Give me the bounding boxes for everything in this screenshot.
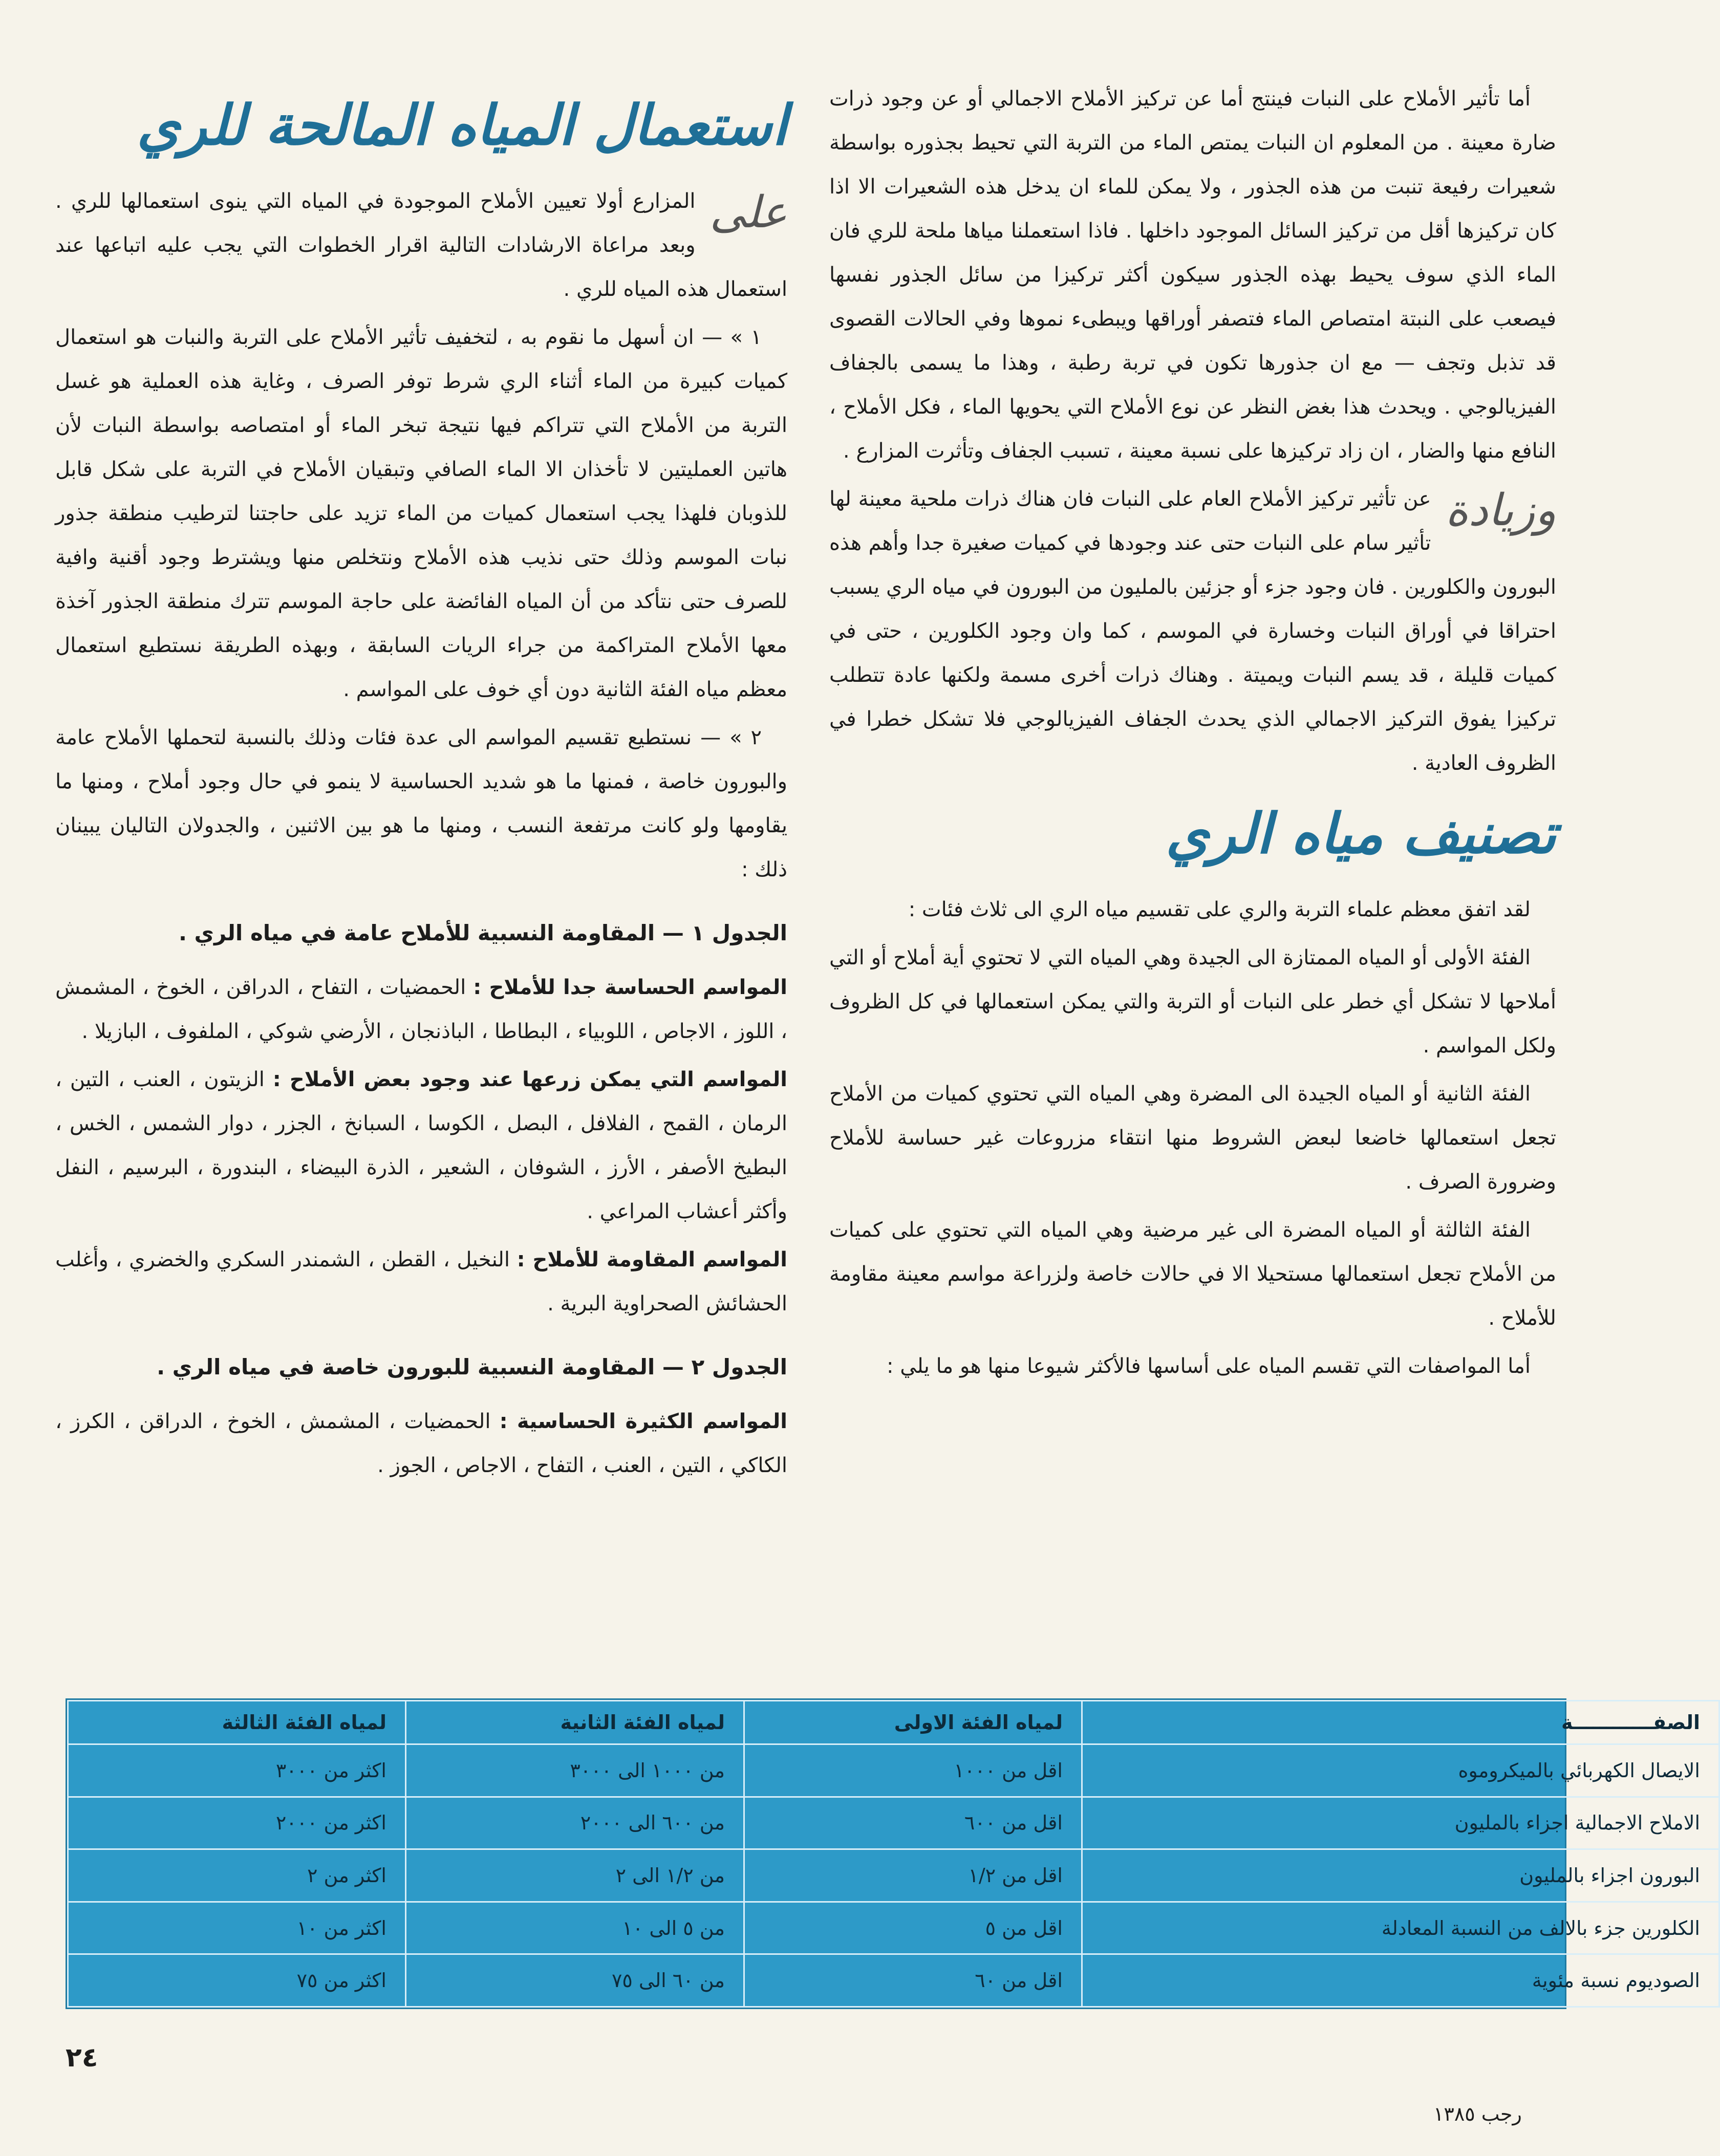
- table1-title: الجدول ١ — المقاومة النسبية للأملاح عامة في مياه الري .: [178, 920, 787, 945]
- table-cell: الكلورين جزء بالالف من النسبة المعادلة: [1082, 1902, 1719, 1954]
- table2-row1-lead: المواسم الكثيرة الحساسية :: [499, 1410, 787, 1433]
- table-cell: من ١/٢ الى ٢: [406, 1849, 744, 1902]
- left-column: [55, 77, 787, 1492]
- right-paragraph-2: [829, 477, 1556, 785]
- right-paragraph-4: الفئة الأولى أو المياه الممتازة الى الجيدة وهي المياه التي لا تحتوي أية أملاح أو التي أملاحها لا تشكل أي خطر على النبات أو التربة والتي يمكن استعمالها في كل الظروف ولكل المواسم .: [829, 946, 1556, 1058]
- header-class-1: لمياه الفئة الاولى: [744, 1701, 1082, 1744]
- table-cell: من ٥ الى ١٠: [406, 1902, 744, 1954]
- header-class-2: لمياه الفئة الثانية: [406, 1701, 744, 1744]
- table-cell: اقل من ٦٠٠: [744, 1797, 1082, 1849]
- right-paragraph-1: أما تأثير الأملاح على النبات فينتج أما عن تركيز الأملاح الاجمالي أو عن وجود ذرات ضارة معينة . من المعلوم ان النبات يمتص الماء من التربة التي تحيط بجذوره بواسطة شعيرات رفيعة تنبت من هذه الجذور ، ولا يمكن للماء ان يدخل هذه الشعيرات الا اذا كان تركيزها أقل من تركيز السائل الموجود داخلها . فاذا استعملنا مياها ملحة للري فان الماء الذي سوف يحيط بهذه الجذور سيكون أكثر تركيزا من سائل الجذور نفسها فيصعب على النبتة امتصاص الماء فتصفر أوراقها ويبطىء نموها وفي الحالات القصوى قد تذبل وتجف — مع ان جذورها تكون في تربة رطبة ، وهذا ما يسمى بالجفاف الفيزيالوجي . ويحدث هذا بغض النظر عن نوع الأملاح التي يحويها الماء ، فكل الأملاح ، النافع منها والضار ، ان زاد تركيزها على نسبة معينة ، تسبب الجفاف وتأثرت المزارع .: [829, 87, 1556, 463]
- table-cell: اكثر من ٣٠٠٠: [68, 1744, 406, 1797]
- table-cell: اكثر من ٢: [68, 1849, 406, 1902]
- right-paragraph-7: أما المواصفات التي تقسم المياه على أساسها فالأكثر شيوعا منها هو ما يلي :: [887, 1354, 1531, 1378]
- table1-row1: [55, 965, 787, 1053]
- left-paragraph-1: [55, 179, 787, 311]
- right-paragraph-3: لقد اتفق معظم علماء التربة والري على تقسيم مياه الري الى ثلاث فئات :: [908, 898, 1531, 921]
- right-column: [829, 77, 1556, 1392]
- table-cell: الايصال الكهربائي بالميكروموه: [1082, 1744, 1719, 1797]
- table1-row2-text: الزيتون ، العنب ، التين ، الرمان ، القمح ، الفلافل ، البصل ، الكوسا ، السبانخ ، الجزر ، دوار الشمس ، الخس ، البطيخ الأصفر ، الأرز ، الشوفان ، الشعير ، الذرة البيضاء ، البندورة ، البرسيم ، النفل وأكثر أعشاب المراعي .: [55, 1068, 787, 1223]
- table-cell: الصوديوم نسبة مئوية: [1082, 1954, 1719, 2007]
- right-paragraph-6: الفئة الثالثة أو المياه المضرة الى غير مرضية وهي المياه التي تحتوي على كميات من الأملاح تجعل استعمالها مستحيلا الا في حالات خاصة ولزراعة مواسم معينة مقاومة للأملاح .: [829, 1218, 1556, 1330]
- table1-row1-text: الحمضيات ، التفاح ، الدراقن ، الخوخ ، المشمش ، اللوز ، الاجاص ، اللوبياء ، البطاطا ، الباذنجان ، الأرضي شوكي ، الملفوف ، البازيلا .: [55, 976, 787, 1043]
- issue-date: رجب ١٣٨٥: [1433, 2103, 1522, 2125]
- right-paragraph-2-text: عن تأثير تركيز الأملاح العام على النبات فان هناك ذرات ملحية معينة لها تأثير سام على النبات حتى عند وجودها في كميات صغيرة جدا وأهم هذه البورون والكلورين . فان وجود جزء أو جزئين بالمليون من البورون في مياه الري يسبب احتراقا في أوراق النبات وخسارة في الموسم ، كما وان وجود الكلورين ، حتى في كميات قليلة ، قد يسم النبات ويميتة . وهناك ذرات أخرى مسمة ولكنها عادة تتطلب تركيزا يفوق التركيز الاجمالي الذي يحدث الجفاف الفيزيالوجي فلا تشكل خطرا في الظروف العادية .: [829, 487, 1556, 775]
- table-cell: من ٦٠ الى ٧٥: [406, 1954, 744, 2007]
- table1-row3-text: النخيل ، القطن ، الشمندر السكري والخضري ، وأغلب الحشائش الصحراوية البرية .: [55, 1248, 787, 1316]
- table-cell: البورون اجزاء بالمليون: [1082, 1849, 1719, 1902]
- saline-water-heading: استعمال المياه المالحة للري: [137, 93, 787, 158]
- table-cell: اقل من ١٠٠٠: [744, 1744, 1082, 1797]
- page-number: ٢٤: [66, 2042, 98, 2073]
- table2-row1: [55, 1399, 787, 1487]
- table-header-row: [68, 1701, 1719, 1744]
- table-cell: اقل من ١/٢: [744, 1849, 1082, 1902]
- table-cell: اكثر من ٢٠٠٠: [68, 1797, 406, 1849]
- table-cell: اقل من ٦٠: [744, 1954, 1082, 2007]
- table2-title: الجدول ٢ — المقاومة النسبية للبورون خاصة في مياه الري .: [157, 1354, 787, 1379]
- table1-row2-lead: المواسم التي يمكن زرعها عند وجود بعض الأملاح :: [272, 1068, 787, 1091]
- table-row: [68, 1797, 1719, 1849]
- table-cell: اكثر من ٧٥: [68, 1954, 406, 2007]
- left-paragraph-2: ١ » — ان أسهل ما نقوم به ، لتخفيف تأثير الأملاح على التربة والنبات هو استعمال كميات كبيرة من الماء أثناء الري شرط توفر الصرف ، وغاية هذه العملية هو غسل التربة من الأملاح التي تتراكم فيها نتيجة تبخر الماء أو امتصاصه بواسطة النبات لأن هاتين العمليتين لا تأخذان الا الماء الصافي وتبقيان الأملاح في التربة على شكل قابل للذوبان فلهذا يجب استعمال كميات من الماء تزيد على حاجتنا لترطيب منطقة جذور نبات الموسم وذلك حتى نذيب هذه الأملاح ونتخلص منها ويشترط وجود أقنية وافية للصرف حتى نتأكد من أن المياه الفائضة على حاجة الموسم تترك منطقة الجذور آخذة معها الأملاح المتراكمة من جراء الريات السابقة ، وبهذه الطريقة نستطيع استعمال معظم مياه الفئة الثانية دون أي خوف على المواسم .: [55, 326, 787, 701]
- table-cell: اقل من ٥: [744, 1902, 1082, 1954]
- table-row: [68, 1902, 1719, 1954]
- table2-row1-text: الحمضيات ، المشمش ، الخوخ ، الدراقن ، الكرز ، الكاكي ، التين ، العنب ، التفاح ، الاجاص ، الجوز .: [55, 1410, 787, 1477]
- table-cell: الاملاح الاجمالية اجزاء بالمليون: [1082, 1797, 1719, 1849]
- right-paragraph-5: الفئة الثانية أو المياه الجيدة الى المضرة وهي المياه التي تحتوي كميات من الأملاح تجعل استعمالها خاضعا لبعض الشروط منها انتقاء مزروعات غير حساسة للأملاح وضرورة الصرف .: [829, 1082, 1556, 1194]
- table1-row3: [55, 1238, 787, 1326]
- water-specification-table: [66, 1698, 1700, 2009]
- table-cell: من ٦٠٠ الى ٢٠٠٠: [406, 1797, 744, 1849]
- table1-row2: [55, 1058, 787, 1234]
- table-row: [68, 1954, 1719, 2007]
- ala-word: على: [709, 187, 787, 238]
- header-property: الصفــــــــــــة: [1082, 1701, 1719, 1744]
- table-cell: من ١٠٠٠ الى ٣٠٠٠: [406, 1744, 744, 1797]
- left-paragraph-1-text: المزارع أولا تعيين الأملاح الموجودة في المياه التي ينوى استعمالها للري . وبعد مراعاة الارشادات التالية اقرار الخطوات التي يجب عليه اتباعها عند استعمال هذه المياه للري .: [55, 189, 787, 301]
- table1-row1-lead: المواسم الحساسة جدا للأملاح :: [473, 976, 787, 999]
- ziyada-word: وزيادة: [1445, 485, 1556, 536]
- table-row: [68, 1744, 1719, 1797]
- table1-row3-lead: المواسم المقاومة للأملاح :: [517, 1248, 787, 1271]
- left-paragraph-3: ٢ » — نستطيع تقسيم المواسم الى عدة فئات وذلك بالنسبة لتحملها الأملاح عامة والبورون خاصة ، فمنها ما هو شديد الحساسية لا ينمو في حال وجود أملاح ، ومنها ما يقاومها ولو كانت مرتفعة النسب ، ومنها ما هو بين الاثنين ، والجدولان التاليان يبينان ذلك :: [55, 726, 787, 881]
- table-cell: اكثر من ١٠: [68, 1902, 406, 1954]
- table-row: [68, 1849, 1719, 1902]
- irrigation-classification-heading: تصنيف مياه الري: [1166, 802, 1556, 866]
- spec-table: [67, 1700, 1720, 2008]
- header-class-3: لمياه الفئة الثالثة: [68, 1701, 406, 1744]
